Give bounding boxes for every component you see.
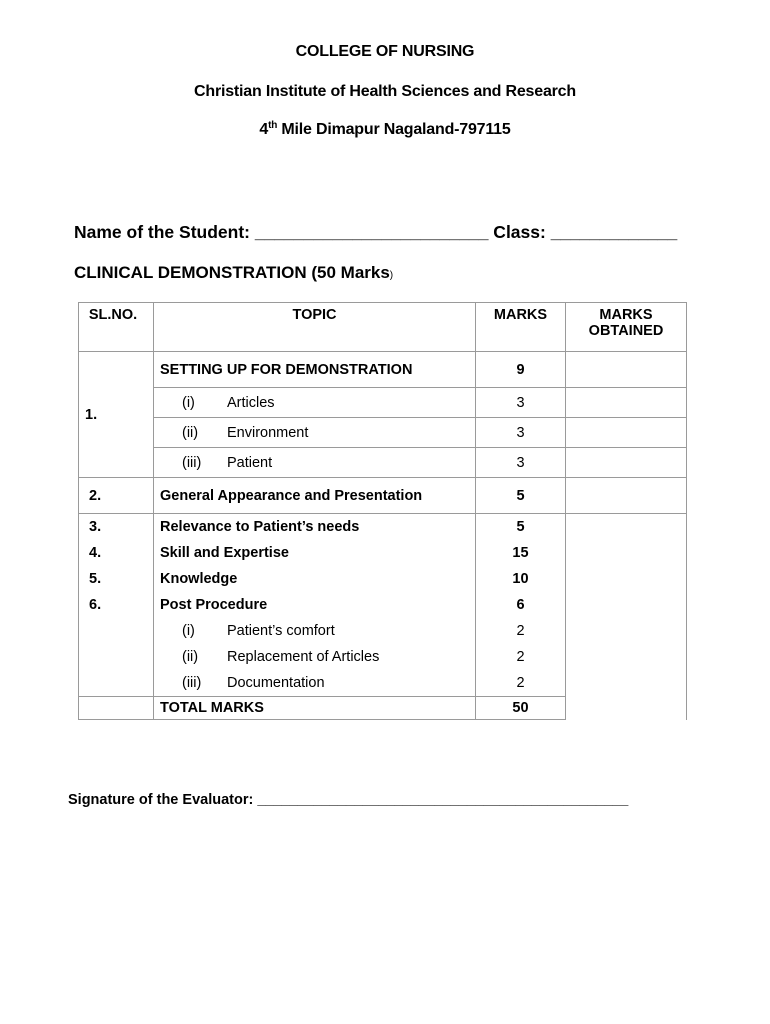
row-roman: (i) <box>182 394 195 411</box>
row-marks: 6 <box>476 592 566 618</box>
class-label: Class: <box>488 222 551 242</box>
row-roman: (ii) <box>182 424 199 441</box>
header-topic: TOPIC <box>154 303 476 352</box>
row-topic-text: Environment <box>227 424 309 441</box>
row-topic <box>154 670 476 697</box>
row-slno-blank <box>79 618 154 697</box>
row-marks-obtained[interactable] <box>566 418 687 448</box>
signature-field[interactable]: ______________________________________________ <box>257 792 629 808</box>
row-marks: 2 <box>476 670 566 697</box>
row-marks-obtained[interactable] <box>566 478 687 514</box>
row-marks: 2 <box>476 618 566 644</box>
header-slno: SL.NO. <box>79 303 154 352</box>
row-slno: 3. <box>79 514 154 541</box>
student-info-line <box>74 222 677 243</box>
row-topic: Post Procedure <box>154 592 476 618</box>
institute-name: Christian Institute of Health Sciences and Research <box>194 83 576 100</box>
table-row <box>79 448 687 478</box>
row-topic <box>154 644 476 670</box>
table-row <box>79 418 687 448</box>
row-marks: 10 <box>476 566 566 592</box>
row-slno: 1. <box>79 352 154 478</box>
row-topic-text: Patient <box>227 454 273 471</box>
table-row <box>79 478 687 514</box>
row-marks: 5 <box>476 514 566 541</box>
row-topic-text: Documentation <box>227 675 325 691</box>
row-topic-text: Articles <box>227 394 275 411</box>
row-marks: 2 <box>476 644 566 670</box>
row-topic <box>154 618 476 644</box>
row-topic: Skill and Expertise <box>154 540 476 566</box>
signature-line <box>68 792 628 808</box>
row-marks-obtained[interactable] <box>566 448 687 478</box>
row-roman: (ii) <box>182 649 199 665</box>
section-title-text: CLINICAL DEMONSTRATION (50 Marks <box>74 263 390 282</box>
row-topic: Relevance to Patient’s needs <box>154 514 476 541</box>
institute-address <box>0 121 770 139</box>
section-title <box>74 263 393 283</box>
class-field[interactable]: _____________ <box>550 222 678 242</box>
row-marks-obtained[interactable] <box>566 352 687 388</box>
table-row <box>79 388 687 418</box>
header-marks: MARKS <box>476 303 566 352</box>
row-slno: 6. <box>79 592 154 618</box>
total-label: TOTAL MARKS <box>154 697 476 720</box>
address-rest: Mile Dimapur Nagaland-797115 <box>277 121 511 138</box>
section-title-paren: ) <box>389 270 394 281</box>
row-topic: Knowledge <box>154 566 476 592</box>
row-slno: 5. <box>79 566 154 592</box>
marks-obtained-block[interactable] <box>566 514 687 720</box>
total-marks: 50 <box>476 697 566 720</box>
row-topic: General Appearance and Presentation <box>154 478 476 514</box>
row-topic <box>154 388 476 418</box>
row-marks: 5 <box>476 478 566 514</box>
student-name-field[interactable]: ________________________ <box>254 222 489 242</box>
row-roman: (iii) <box>182 454 202 471</box>
table-row <box>79 352 687 388</box>
row-marks: 3 <box>476 418 566 448</box>
student-name-label: Name of the Student: <box>74 222 255 242</box>
marks-table <box>78 302 687 720</box>
header-marks-obtained: MARKS OBTAINED <box>566 303 687 352</box>
row-marks: 9 <box>476 352 566 388</box>
address-number: 4 <box>259 121 269 138</box>
row-topic: SETTING UP FOR DEMONSTRATION <box>154 352 476 388</box>
row-marks-obtained[interactable] <box>566 388 687 418</box>
row-topic <box>154 448 476 478</box>
row-topic-text: Patient’s comfort <box>227 623 335 639</box>
address-ordinal: th <box>268 120 278 131</box>
signature-label: Signature of the Evaluator: <box>68 792 258 808</box>
row-roman: (i) <box>182 623 195 639</box>
row-topic <box>154 418 476 448</box>
table-row <box>79 514 687 541</box>
table-header-row <box>79 303 687 352</box>
row-slno: 4. <box>79 540 154 566</box>
row-topic-text: Replacement of Articles <box>227 649 380 665</box>
total-slno-blank <box>79 697 154 720</box>
row-marks: 3 <box>476 448 566 478</box>
college-title: COLLEGE OF NURSING <box>295 43 475 60</box>
row-roman: (iii) <box>182 675 202 691</box>
row-marks: 15 <box>476 540 566 566</box>
row-slno: 2. <box>79 478 154 514</box>
row-marks: 3 <box>476 388 566 418</box>
